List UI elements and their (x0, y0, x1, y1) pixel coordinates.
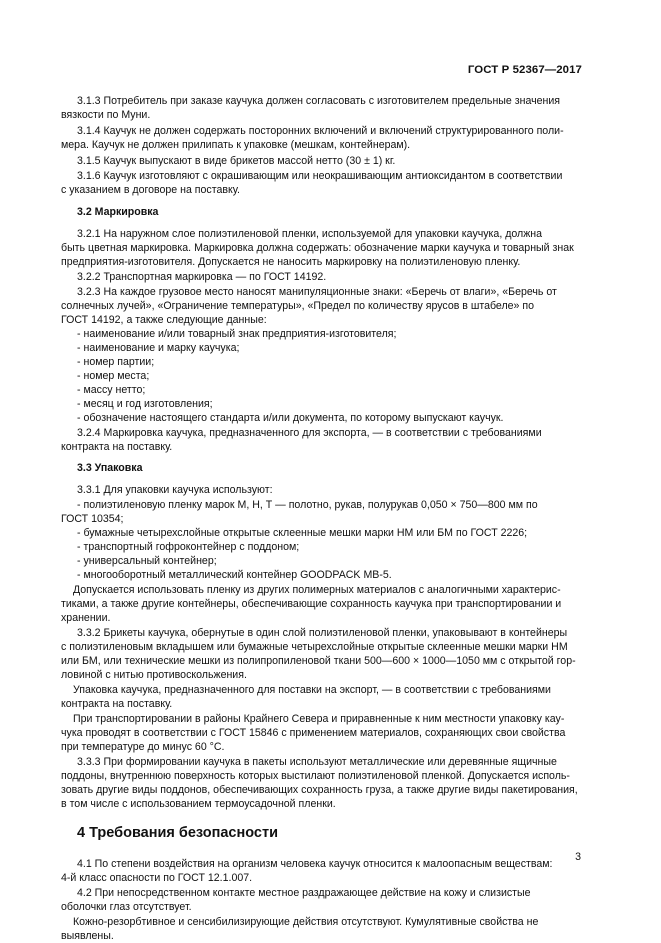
list-item: - месяц и год изготовления; (77, 398, 213, 410)
text-line: 3.1.6 Каучук изготовляют с окрашивающим или неокрашивающим антиоксидантом в соответствии (77, 170, 563, 182)
standard-header: ГОСТ Р 52367—2017 (467, 64, 582, 76)
text-line: ГОСТ 10354; (61, 513, 124, 525)
list-item: - номер партии; (77, 356, 155, 368)
text-line: Кожно-резорбтивное и сенсибилизирующие действия отсутствуют. Кумулятивные свойства не (73, 916, 539, 928)
list-item: - универсальный контейнер; (77, 555, 217, 567)
list-item: - обозначение настоящего стандарта и/или документа, по которому выпускают каучук. (77, 412, 504, 424)
text-line: 4-й класс опасности по ГОСТ 12.1.007. (61, 872, 253, 884)
list-item: - многооборотный металлический контейнер GOODPACK MB-5. (77, 569, 392, 581)
text-line: Упаковка каучука, предназначенного для поставки на экспорт, — в соответствии с требованиями (73, 684, 551, 696)
text-line: 4.2 При непосредственном контакте местное раздражающее действие на кожу и слизистые (77, 887, 531, 899)
text-line: 3.2.4 Маркировка каучука, предназначенного для экспорта, — в соответствии с требованиями (77, 427, 542, 439)
text-line: тиками, а также другие контейнеры, обеспечивающие сохранность каучука при транспортировании и (61, 598, 562, 610)
text-line: вязкости по Муни. (61, 109, 151, 121)
text-line: ловиной с нитью противоскольжения. (61, 669, 247, 681)
text-line: мера. Каучук не должен прилипать к упаковке (мешкам, контейнерам). (61, 139, 411, 151)
text-line: или БМ, или технические мешки из полипропиленовой ткани 500—600 × 1000—1050 мм с открытой гор- (61, 655, 576, 667)
text-line: выявлены. (61, 930, 114, 942)
text-line: с указанием в договоре на поставку. (61, 184, 240, 196)
section-heading-4: 4 Требования безопасности (77, 825, 279, 841)
text-line: Допускается использовать пленку из других полимерных материалов с аналогичными характерис- (73, 584, 561, 596)
text-line: 3.1.5 Каучук выпускают в виде брикетов массой нетто (30 ± 1) кг. (77, 155, 396, 167)
list-item: - наименование и/или товарный знак предприятия-изготовителя; (77, 328, 397, 340)
list-item: - полиэтиленовую пленку марок М, Н, Т — полотно, рукав, полурукав 0,050 × 750—800 мм по (77, 499, 538, 511)
text-line: быть цветная маркировка. Маркировка должна содержать: обозначение марки каучука и товарный знак (61, 242, 574, 254)
text-line: зовать другие виды поддонов, обеспечивающих сохранность груза, а также другие виды пакетирования, (61, 784, 578, 796)
text-line: 3.2.3 На каждое грузовое место наносят манипуляционные знаки: «Беречь от влаги», «Беречь от (77, 286, 557, 298)
list-item: - наименование и марку каучука; (77, 342, 240, 354)
page-number: 3 (575, 851, 581, 863)
text-line: ГОСТ 14192, а также следующие данные: (61, 314, 267, 326)
list-item: - номер места; (77, 370, 150, 382)
text-line: при температуре до минус 60 °С. (61, 741, 225, 753)
text-line: контракта на поставку. (61, 441, 173, 453)
text-line: в том числе с использованием термоусадочной пленки. (61, 798, 336, 810)
list-item: - транспортный гофроконтейнер с поддоном; (77, 541, 300, 553)
text-line: контракта на поставку. (61, 698, 173, 710)
text-line: 3.3.1 Для упаковки каучука используют: (77, 484, 273, 496)
text-line: 3.2.1 На наружном слое полиэтиленовой пленки, используемой для упаковки каучука, должна (77, 228, 543, 240)
text-line: предприятия-изготовителя. Допускается не наносить маркировку на полиэтиленовую пленку. (61, 256, 521, 268)
text-line: 4.1 По степени воздействия на организм человека каучук относится к малоопасным веществам: (77, 858, 553, 870)
text-line: 3.3.2 Брикеты каучука, обернутые в один слой полиэтиленовой пленки, упаковывают в контейнеры (77, 627, 568, 639)
text-line: 3.3.3 При формировании каучука в пакеты используют металлические или деревянные ящичные (77, 756, 557, 768)
text-line: 3.2.2 Транспортная маркировка — по ГОСТ 14192. (77, 271, 327, 283)
text-line: оболочки глаз отсутствует. (61, 901, 192, 913)
text-line: поддоны, внутреннюю поверхность которых выстилают полиэтиленовой пленкой. Допускается исполь- (61, 770, 570, 782)
section-heading-3-3: 3.3 Упаковка (77, 462, 143, 474)
text-line: 3.1.3 Потребитель при заказе каучука должен согласовать с изготовителем предельные значения (77, 95, 561, 107)
list-item: - массу нетто; (77, 384, 146, 396)
list-item: - бумажные четырехслойные открытые склеенные мешки марки НМ или БМ по ГОСТ 2226; (77, 527, 528, 539)
section-heading-3-2: 3.2 Маркировка (77, 206, 159, 218)
text-line: При транспортировании в районы Крайнего Севера и приравненные к ним местности упаковку кау- (73, 713, 565, 725)
text-line: хранении. (61, 612, 111, 624)
text-line: 3.1.4 Каучук не должен содержать посторонних включений и включений структурированного поли- (77, 125, 564, 137)
text-line: с полиэтиленовым вкладышем или бумажные четырехслойные открытые склеенные мешки марки НМ (61, 641, 568, 653)
text-line: чука проводят в соответствии с ГОСТ 15846 с применением материалов, сохраняющих свои свойства (61, 727, 566, 739)
text-line: солнечных лучей», «Ограничение температуры», «Предел по количеству ярусов в штабеле» по (61, 300, 535, 312)
